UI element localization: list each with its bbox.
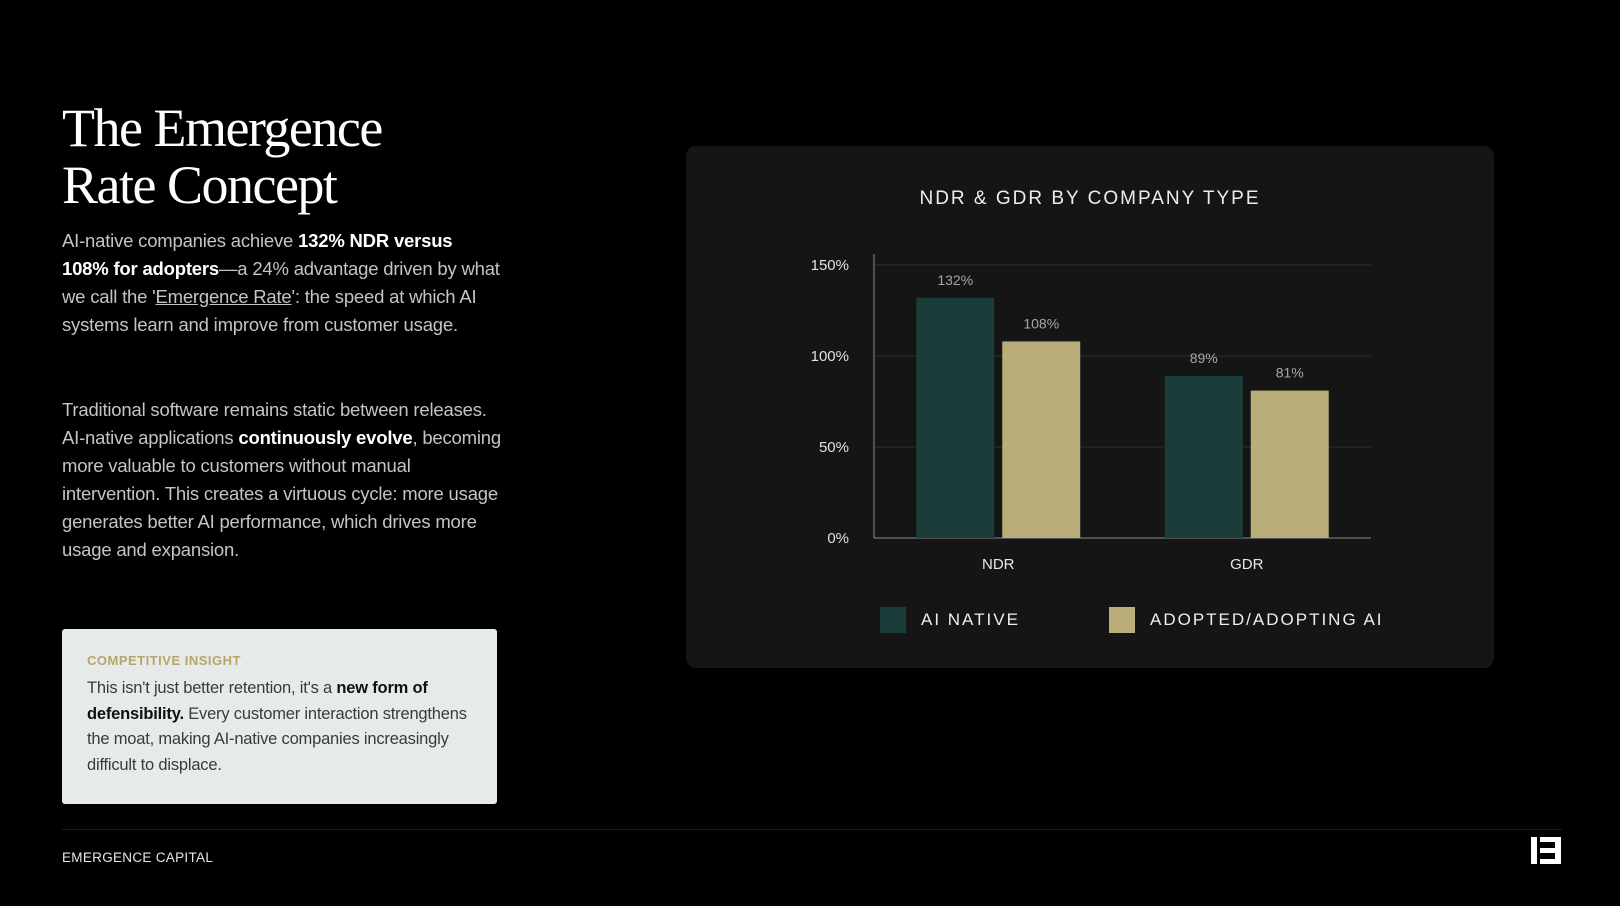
body-text-1: Traditional software remains static between releases. AI-native applications — [62, 399, 487, 448]
bar-value-label: 108% — [1023, 315, 1060, 332]
bar — [1002, 341, 1080, 538]
bar-value-label: 132% — [937, 271, 974, 288]
insight-highlight: new form of defensibility. — [87, 679, 428, 723]
chart-panel — [686, 146, 1494, 668]
legend-swatch-adopting-ai — [1109, 607, 1135, 633]
chart-legend — [686, 607, 1494, 637]
footer-brand: EMERGENCE CAPITAL — [62, 850, 214, 865]
body-highlight: continuously evolve — [238, 427, 413, 448]
emergence-logo-icon — [1531, 837, 1561, 864]
insight-text — [87, 676, 472, 778]
legend-label-adopting-ai: ADOPTED/ADOPTING AI — [1150, 610, 1384, 629]
bar-value-label: 81% — [1275, 364, 1304, 381]
insight-text-2: Every customer interaction strengthens the moat, making AI-native companies increasingly difficult to displace. — [87, 704, 467, 774]
y-tick-label: 0% — [827, 530, 849, 547]
bar — [1165, 376, 1243, 538]
legend-item-ai-native — [880, 607, 1020, 633]
intro-paragraph — [62, 227, 502, 339]
x-category-label: GDR — [1230, 556, 1264, 573]
y-tick-label: 100% — [810, 348, 849, 365]
intro-text-3: ': the speed at which AI systems learn and improve from customer usage. — [62, 286, 477, 335]
bar-value-label: 89% — [1189, 350, 1218, 367]
bar-chart — [686, 146, 1494, 668]
competitive-insight-card — [62, 629, 497, 804]
y-tick-label: 150% — [810, 257, 849, 274]
chart-title: NDR & GDR BY COMPANY TYPE — [919, 188, 1261, 209]
legend-item-adopting-ai — [1109, 607, 1384, 633]
page-title — [62, 100, 522, 214]
intro-highlight: 132% NDR versus 108% for adopters — [62, 230, 453, 279]
body-paragraph — [62, 396, 502, 564]
x-category-label: NDR — [982, 556, 1015, 573]
y-tick-label: 50% — [818, 439, 849, 456]
insight-text-1: This isn't just better retention, it's a — [87, 679, 337, 697]
intro-text-1: AI-native companies achieve — [62, 230, 299, 251]
bar — [1251, 391, 1329, 538]
legend-swatch-ai-native — [880, 607, 906, 633]
bar — [916, 298, 994, 538]
page-title-line-1: The Emergence — [62, 98, 382, 158]
body-text-2: , becoming more valuable to customers without manual intervention. This creates a virtuous cycle: more usage generates better AI performance, which drives more usage and expansion. — [62, 427, 501, 560]
intro-text-2: —a 24% advantage driven by what we call the ' — [62, 258, 500, 307]
emergence-rate-link[interactable]: Emergence Rate — [155, 286, 292, 307]
page-title-line-2: Rate Concept — [62, 155, 337, 215]
insight-label: COMPETITIVE INSIGHT — [87, 653, 241, 668]
footer-divider — [62, 829, 1562, 830]
legend-label-ai-native: AI NATIVE — [921, 610, 1020, 629]
